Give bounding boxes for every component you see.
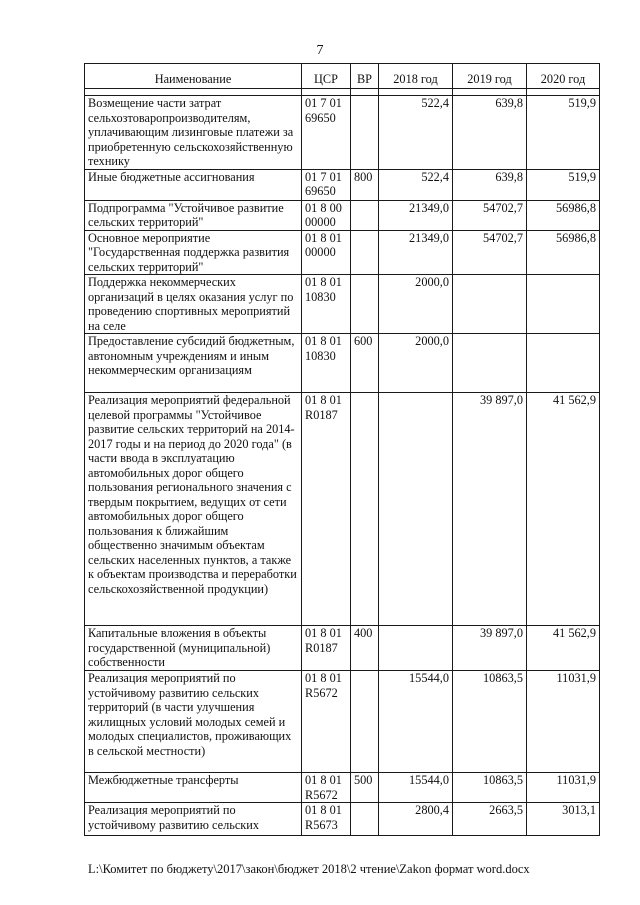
cell-name: Реализация мероприятий по устойчивому развитию сельских территорий (в части улучшения жилищных условий молодых семей и молодых специалистов, проживающих в сельской местности) (85, 671, 302, 773)
table-row (85, 200, 600, 230)
cell-vr (351, 200, 379, 230)
table-row (85, 334, 600, 393)
cell-csr: 01 7 01 69650 (302, 96, 351, 170)
cell-2019: 54702,7 (453, 200, 527, 230)
table-row (85, 96, 600, 170)
cell-vr (351, 803, 379, 836)
cell-vr: 500 (351, 773, 379, 803)
header-2019: 2019 год (453, 64, 527, 89)
cell-2020: 519,9 (527, 96, 600, 170)
cell-name: Поддержка некоммерческих организаций в целях оказания услуг по проведению спортивных мероприятий на селе (85, 275, 302, 334)
cell-2019 (453, 334, 527, 393)
cell-2020 (527, 334, 600, 393)
cell-2018: 21349,0 (379, 230, 453, 275)
cell-vr (351, 393, 379, 626)
cell-2020: 519,9 (527, 169, 600, 200)
cell-csr: 01 8 01 R5673 (302, 803, 351, 836)
cell-vr: 400 (351, 626, 379, 671)
cell-csr: 01 8 01 R0187 (302, 626, 351, 671)
cell-2018: 522,4 (379, 169, 453, 200)
table-row (85, 275, 600, 334)
table-row (85, 803, 600, 836)
cell-vr (351, 671, 379, 773)
cell-2018: 2000,0 (379, 334, 453, 393)
table-row (85, 230, 600, 275)
cell-2019: 39 897,0 (453, 626, 527, 671)
cell-2019: 39 897,0 (453, 393, 527, 626)
cell-name: Реализация мероприятий федеральной целевой программы "Устойчивое развитие сельских территорий на 2014-2017 годы и на период до 2020 года" (в части ввода в эксплуатацию автомобильных дорог общего пользования регионального значения с твердым покрытием, ведущих от сети автомобильных дорог общего пользования к ближайшим общественно значимым объектам сельских населенных пунктов, а также к объектам производства и переработки сельскохозяйственной продукции) (85, 393, 302, 626)
cell-name: Межбюджетные трансферты (85, 773, 302, 803)
cell-2020: 41 562,9 (527, 626, 600, 671)
cell-vr (351, 96, 379, 170)
cell-2020: 41 562,9 (527, 393, 600, 626)
cell-2019: 10863,5 (453, 671, 527, 773)
cell-2018: 2800,4 (379, 803, 453, 836)
table-row (85, 393, 600, 626)
cell-vr (351, 230, 379, 275)
header-2020: 2020 год (527, 64, 600, 89)
cell-2018: 522,4 (379, 96, 453, 170)
page-number: 7 (316, 43, 324, 58)
cell-2019: 10863,5 (453, 773, 527, 803)
cell-2019: 639,8 (453, 96, 527, 170)
footer-file-path: L:\Комитет по бюджету\2017\закон\бюджет 2018\2 чтение\Zakon формат word.docx (88, 862, 530, 876)
table-row (85, 671, 600, 773)
cell-name: Капитальные вложения в объекты государственной (муниципальной) собственности (85, 626, 302, 671)
cell-2018 (379, 393, 453, 626)
cell-name: Реализация мероприятий по устойчивому развитию сельских (85, 803, 302, 836)
cell-2018: 15544,0 (379, 671, 453, 773)
cell-vr: 800 (351, 169, 379, 200)
cell-2020 (527, 275, 600, 334)
header-spacer-row (85, 89, 600, 96)
cell-name: Предоставление субсидий бюджетным, автономным учреждениям и иным некоммерческим организациям (85, 334, 302, 393)
cell-csr: 01 8 01 00000 (302, 230, 351, 275)
cell-csr: 01 8 01 10830 (302, 334, 351, 393)
budget-table (84, 63, 600, 836)
table-row (85, 169, 600, 200)
cell-2018: 2000,0 (379, 275, 453, 334)
cell-csr: 01 8 01 10830 (302, 275, 351, 334)
cell-2020: 56986,8 (527, 230, 600, 275)
cell-csr: 01 8 01 R5672 (302, 671, 351, 773)
cell-2020: 11031,9 (527, 671, 600, 773)
cell-2019: 2663,5 (453, 803, 527, 836)
cell-csr: 01 8 00 00000 (302, 200, 351, 230)
cell-name: Иные бюджетные ассигнования (85, 169, 302, 200)
cell-vr: 600 (351, 334, 379, 393)
cell-2019 (453, 275, 527, 334)
cell-2020: 56986,8 (527, 200, 600, 230)
table-header-row (85, 64, 600, 89)
cell-2020: 11031,9 (527, 773, 600, 803)
cell-csr: 01 7 01 69650 (302, 169, 351, 200)
header-name: Наименование (85, 64, 302, 89)
cell-2019: 54702,7 (453, 230, 527, 275)
table-row (85, 773, 600, 803)
header-csr: ЦСР (302, 64, 351, 89)
cell-2019: 639,8 (453, 169, 527, 200)
cell-name: Основное мероприятие "Государственная поддержка развития сельских территорий" (85, 230, 302, 275)
cell-csr: 01 8 01 R5672 (302, 773, 351, 803)
table-row (85, 626, 600, 671)
cell-vr (351, 275, 379, 334)
cell-name: Подпрограмма "Устойчивое развитие сельских территорий" (85, 200, 302, 230)
cell-name: Возмещение части затрат сельхозтоваропроизводителям, уплачивающим лизинговые платежи за приобретенную сельскохозяйственную технику (85, 96, 302, 170)
header-2018: 2018 год (379, 64, 453, 89)
cell-2018: 15544,0 (379, 773, 453, 803)
cell-2018: 21349,0 (379, 200, 453, 230)
cell-csr: 01 8 01 R0187 (302, 393, 351, 626)
header-vr: ВР (351, 64, 379, 89)
cell-2018 (379, 626, 453, 671)
cell-2020: 3013,1 (527, 803, 600, 836)
